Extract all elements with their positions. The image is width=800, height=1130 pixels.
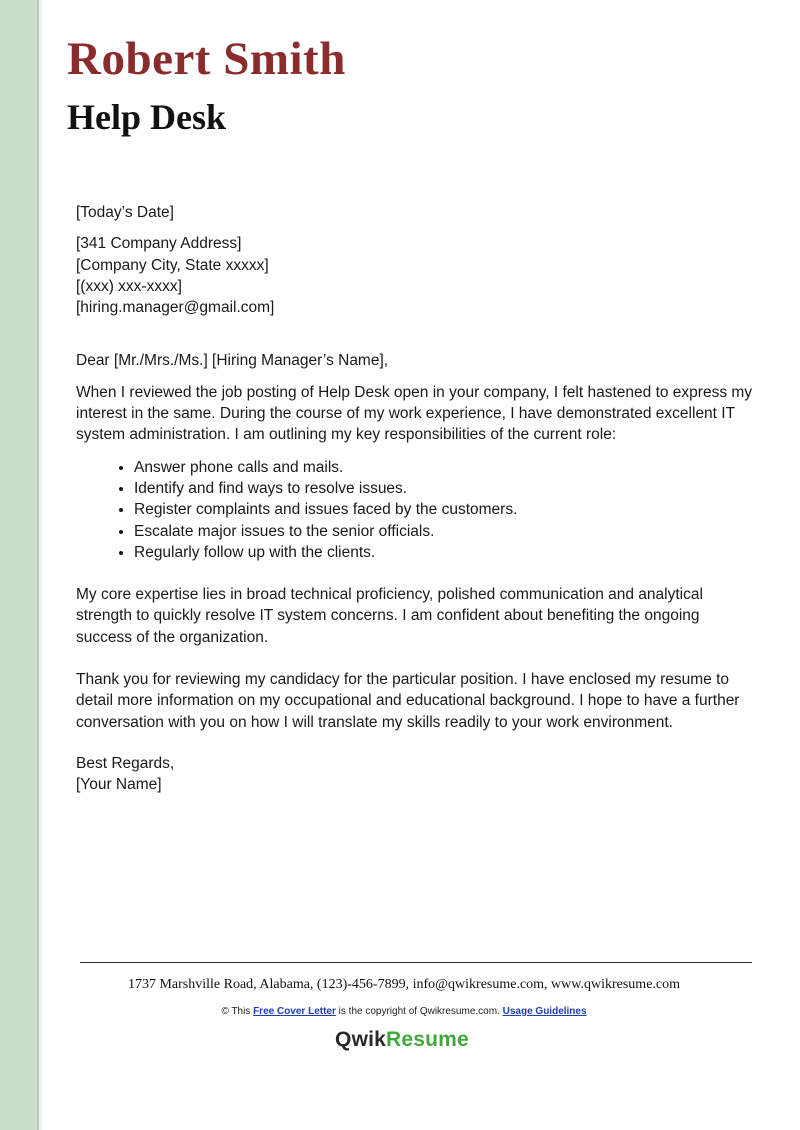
usage-guidelines-link[interactable]: Usage Guidelines bbox=[502, 1006, 587, 1017]
list-item: • Answer phone calls and mails. bbox=[134, 457, 756, 478]
logo-part-resume: Resume bbox=[386, 1028, 469, 1051]
qwikresume-logo bbox=[0, 1028, 800, 1052]
signature-name: [Your Name] bbox=[76, 776, 162, 794]
list-item: • Escalate major issues to the senior officials. bbox=[134, 521, 756, 542]
body-paragraph: My core expertise lies in broad technical proficiency, polished communication and analytical strength to quickly resolve IT system concerns. I am confident about benefiting the ongoing success of the organization. bbox=[76, 586, 703, 646]
logo-part-qwik: Qwik bbox=[335, 1028, 387, 1051]
recipient-address bbox=[76, 233, 756, 318]
free-cover-letter-link[interactable]: Free Cover Letter bbox=[253, 1006, 336, 1017]
address-line: [341 Company Address] bbox=[76, 235, 242, 253]
copyright-notice bbox=[0, 1006, 800, 1017]
list-item: • Register complaints and issues faced by the customers. bbox=[134, 499, 756, 520]
decorative-side-bar bbox=[0, 0, 39, 1130]
responsibilities-list bbox=[76, 457, 756, 563]
list-item: • Identify and find ways to resolve issues. bbox=[134, 478, 756, 499]
applicant-name: Robert Smith bbox=[67, 33, 346, 85]
copyright-prefix: © This bbox=[221, 1006, 254, 1017]
letter-date: [Today’s Date] bbox=[76, 204, 174, 221]
letter-body bbox=[76, 202, 756, 796]
sign-off: Best Regards, bbox=[76, 754, 175, 772]
job-title: Help Desk bbox=[67, 97, 227, 137]
list-item: • Regularly follow up with the clients. bbox=[134, 542, 756, 563]
closing bbox=[76, 753, 756, 796]
footer-contact-info: 1737 Marshville Road, Alabama, (123)-456-7899, info@qwikresume.com, www.qwikresume.com bbox=[127, 977, 681, 992]
address-line: [Company City, State xxxxx] bbox=[76, 256, 269, 274]
footer-divider bbox=[80, 962, 752, 963]
greeting: Dear [Mr./Mrs./Ms.] [Hiring Manager’s Name], bbox=[76, 352, 389, 370]
copyright-middle: is the copyright of Qwikresume.com. bbox=[335, 1006, 503, 1017]
body-paragraph: Thank you for reviewing my candidacy for the particular position. I have enclosed my resume to detail more information on my occupational and educational background. I hope to have a further conversation with you on how I will translate my skills readily to your work environment. bbox=[76, 671, 740, 731]
intro-paragraph: When I reviewed the job posting of Help Desk open in your company, I felt hastened to express my interest in the same. During the course of my work experience, I have demonstrated excellent IT system administration. I am outlining my key responsibilities of the current role: bbox=[76, 383, 753, 444]
address-line: [hiring.manager@gmail.com] bbox=[76, 299, 275, 317]
address-line: [(xxx) xxx-xxxx] bbox=[76, 277, 182, 295]
